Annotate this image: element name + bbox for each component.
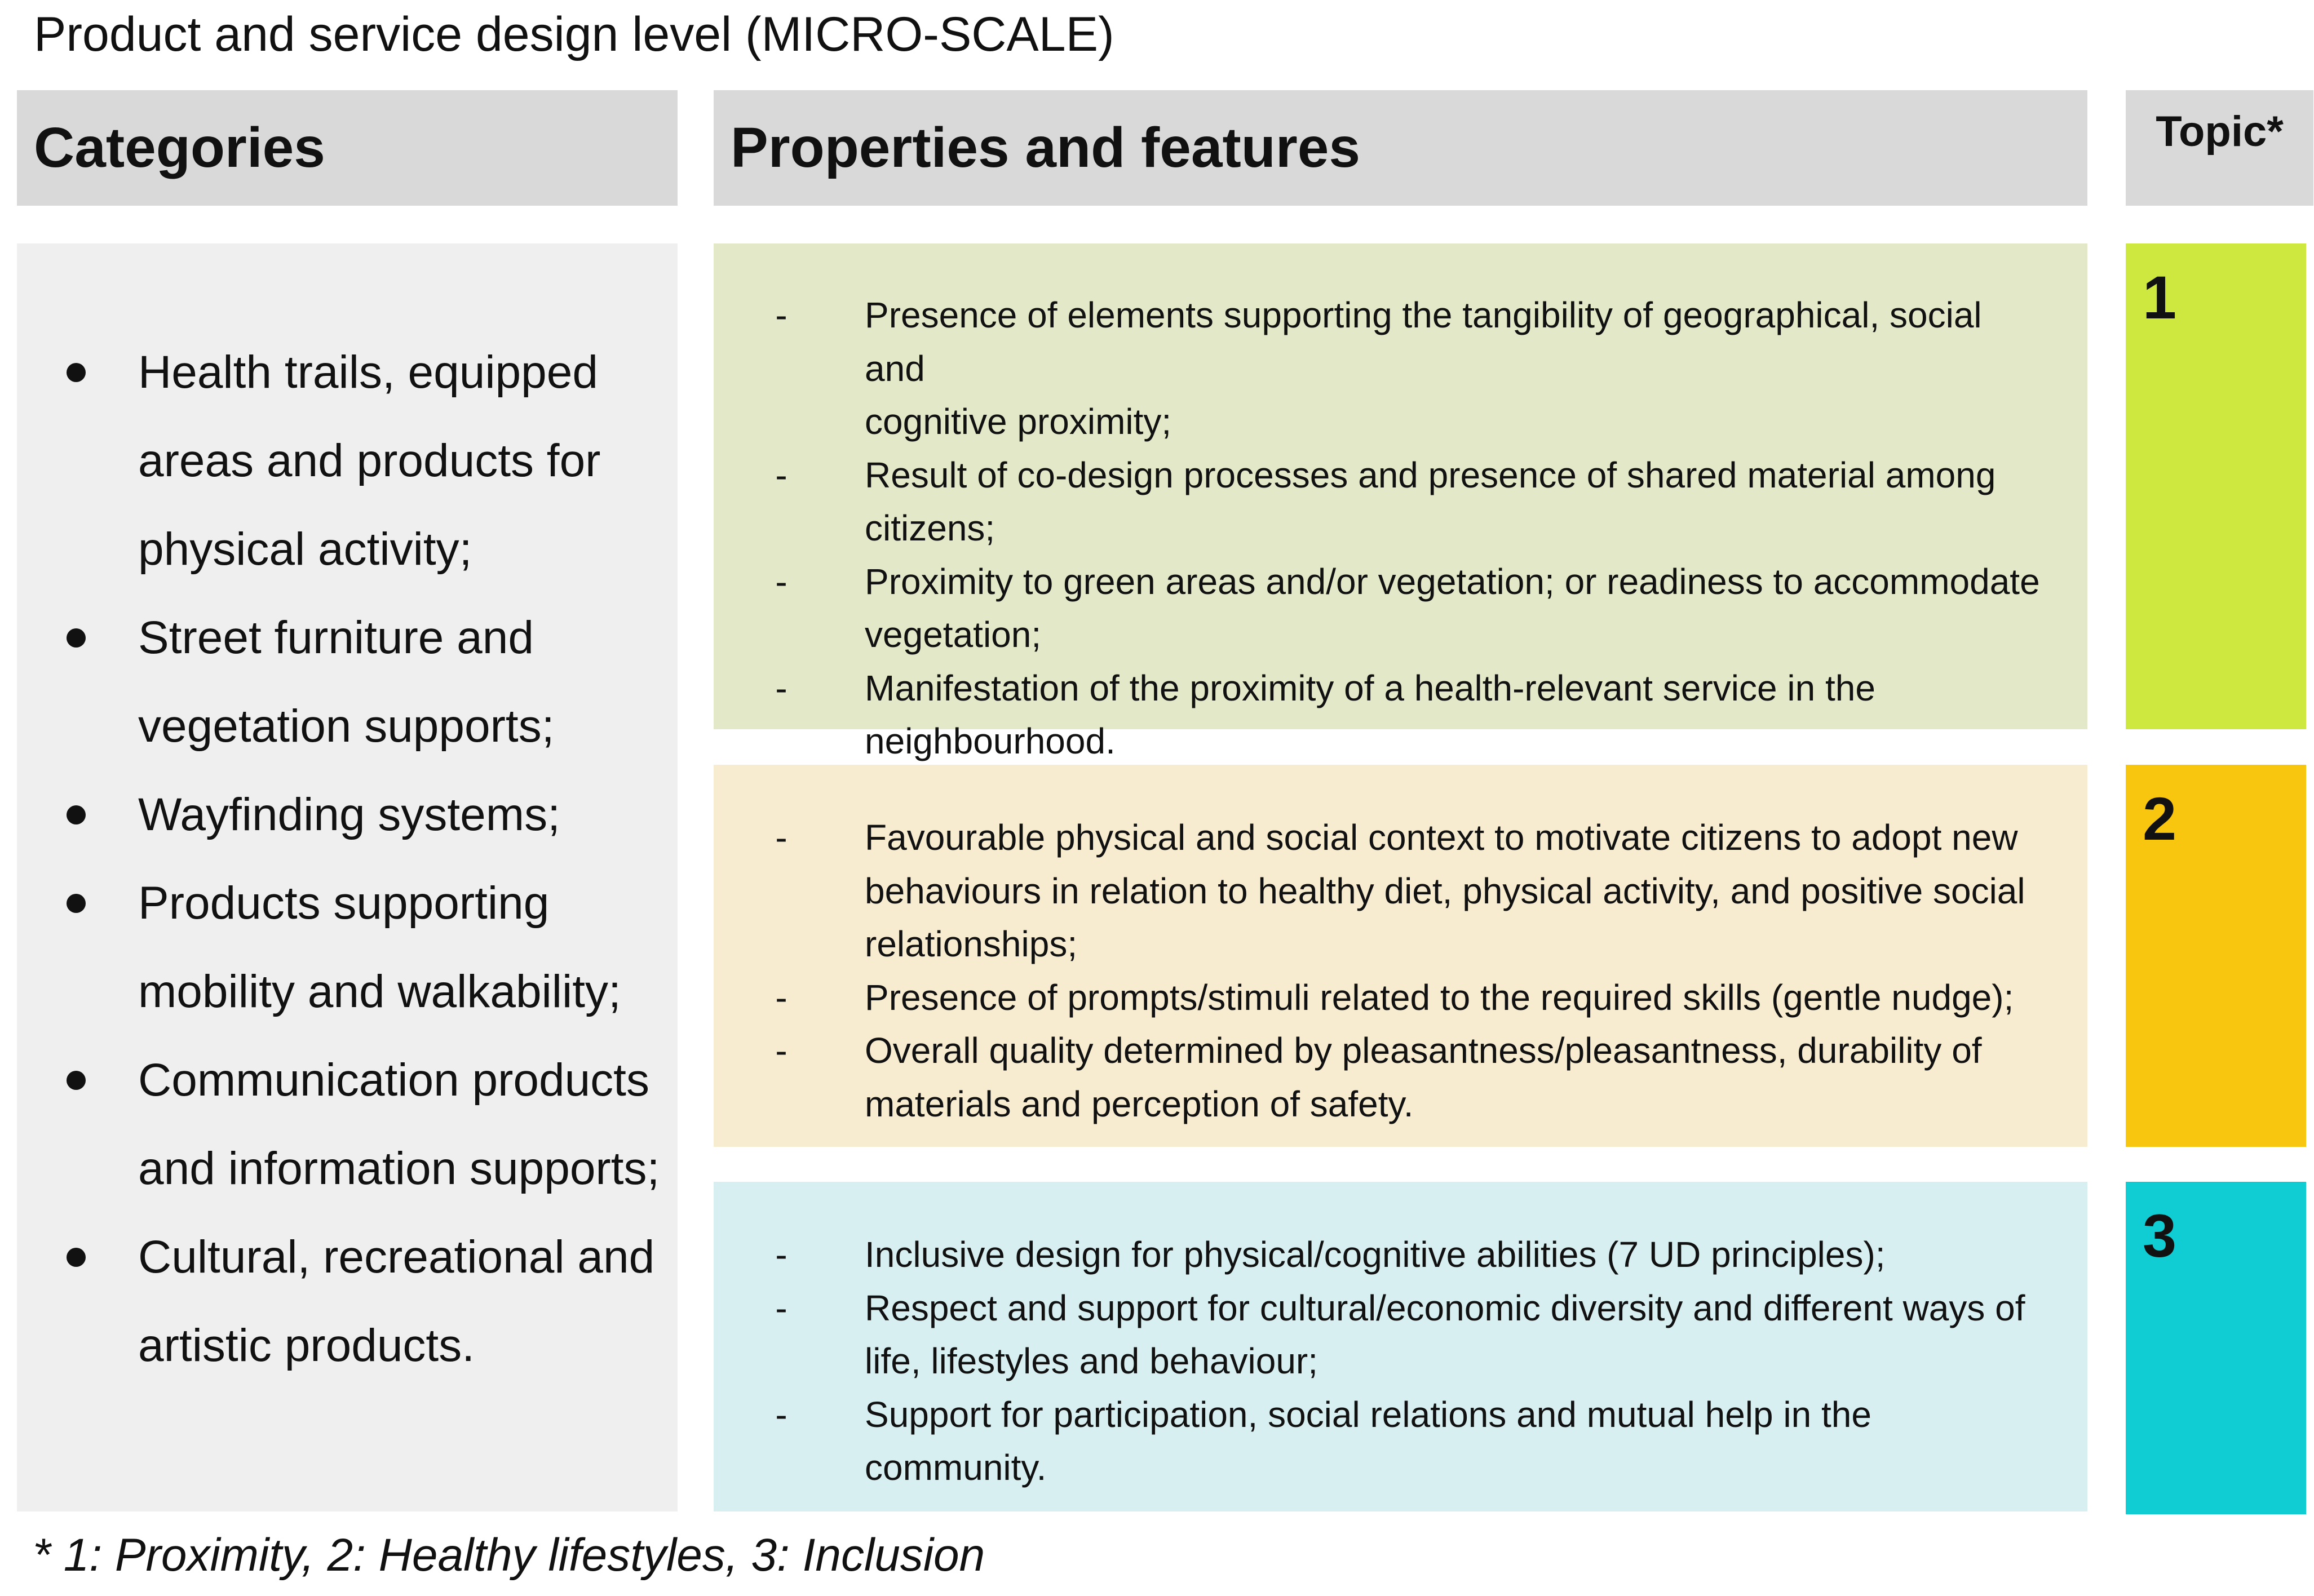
topic-header	[2126, 90, 2313, 206]
dash-icon: -	[775, 1030, 787, 1071]
bullet-icon	[67, 1248, 86, 1267]
category-line: vegetation supports;	[138, 701, 555, 752]
dash-icon: -	[775, 1394, 787, 1435]
category-item	[51, 770, 666, 859]
category-line: Cultural, recreational and	[138, 1231, 655, 1283]
property-line: Support for participation, social relations and mutual help in the	[865, 1394, 1871, 1435]
properties-list	[759, 289, 2042, 768]
dash-icon: -	[775, 817, 787, 858]
category-continuation	[51, 416, 666, 505]
property-line: Proximity to green areas and/or vegetation; or readiness to accommodate	[865, 561, 2040, 602]
property-line: neighbourhood.	[865, 721, 1116, 761]
property-item	[759, 289, 2042, 449]
categories-panel	[17, 243, 678, 1511]
category-line: artistic products.	[138, 1320, 475, 1371]
category-line: Street furniture and	[138, 612, 534, 663]
category-continuation	[51, 505, 666, 593]
dash-icon: -	[775, 1287, 787, 1328]
properties-list	[759, 1228, 2042, 1495]
category-item	[51, 1036, 666, 1124]
property-line: Inclusive design for physical/cognitive abilities (7 UD principles);	[865, 1234, 1886, 1275]
property-item	[759, 662, 2042, 768]
category-line: Wayfinding systems;	[138, 789, 560, 840]
categories-header	[17, 90, 678, 206]
topic-number: 1	[2143, 263, 2177, 331]
dash-icon: -	[775, 977, 787, 1018]
properties-box-healthy-lifestyles	[714, 765, 2087, 1147]
category-line: Communication products	[138, 1054, 649, 1106]
topic-number: 3	[2143, 1202, 2177, 1270]
property-item	[759, 811, 2042, 971]
property-line: relationships;	[865, 924, 1078, 964]
categories-list	[51, 328, 666, 1390]
bullet-icon	[67, 805, 86, 824]
property-item	[759, 1388, 2042, 1495]
dash-icon: -	[775, 667, 787, 708]
bullet-icon	[67, 894, 86, 913]
topic-box-1	[2126, 243, 2306, 729]
property-item	[759, 971, 2042, 1025]
dash-icon: -	[775, 1234, 787, 1275]
category-continuation	[51, 947, 666, 1036]
bullet-icon	[67, 1071, 86, 1090]
page-title: Product and service design level (MICRO-SCALE)	[34, 7, 1114, 61]
category-line: Products supporting	[138, 877, 550, 929]
property-item	[759, 1228, 2042, 1282]
property-line: life, lifestyles and behaviour;	[865, 1341, 1318, 1381]
property-line: Result of co-design processes and presence of shared material among	[865, 454, 1996, 495]
footnote: * 1: Proximity, 2: Healthy lifestyles, 3: Inclusion	[33, 1530, 985, 1581]
property-line: citizens;	[865, 508, 995, 548]
bullet-icon	[67, 628, 86, 648]
topic-number: 2	[2143, 784, 2177, 853]
property-line: Overall quality determined by pleasantness/pleasantness, durability of	[865, 1030, 1982, 1071]
property-line: community.	[865, 1447, 1047, 1488]
category-continuation	[51, 1124, 666, 1213]
property-line: Manifestation of the proximity of a health-relevant service in the	[865, 667, 1875, 708]
property-line: Presence of elements supporting the tangibility of geographical, social and	[865, 295, 1982, 389]
property-line: vegetation;	[865, 614, 1042, 655]
categories-header-label: Categories	[34, 116, 325, 179]
property-line: cognitive proximity;	[865, 401, 1172, 442]
dash-icon: -	[775, 561, 787, 602]
property-item	[759, 1282, 2042, 1388]
category-line: Health trails, equipped	[138, 347, 598, 398]
topic-box-2	[2126, 765, 2306, 1147]
category-line: and information supports;	[138, 1143, 660, 1194]
category-continuation	[51, 1301, 666, 1390]
category-continuation	[51, 682, 666, 770]
properties-list	[759, 811, 2042, 1130]
topic-header-label: Topic*	[2156, 108, 2284, 156]
dash-icon: -	[775, 295, 787, 335]
property-item	[759, 1024, 2042, 1130]
property-line: Favourable physical and social context to motivate citizens to adopt new	[865, 817, 2018, 858]
category-item	[51, 859, 666, 947]
dash-icon: -	[775, 454, 787, 495]
properties-box-proximity	[714, 243, 2087, 761]
category-line: physical activity;	[138, 524, 472, 575]
properties-box-inclusion	[714, 1182, 2087, 1511]
property-item	[759, 449, 2042, 555]
category-line: mobility and walkability;	[138, 966, 621, 1017]
properties-header	[714, 90, 2087, 206]
properties-header-label: Properties and features	[731, 116, 1361, 179]
property-line: Presence of prompts/stimuli related to the required skills (gentle nudge);	[865, 977, 2014, 1018]
property-line: behaviours in relation to healthy diet, physical activity, and positive social	[865, 870, 2025, 911]
bullet-icon	[67, 363, 86, 382]
topic-box-3	[2126, 1182, 2306, 1514]
property-line: Respect and support for cultural/economic diversity and different ways of	[865, 1287, 2025, 1328]
property-item	[759, 555, 2042, 662]
category-item	[51, 328, 666, 416]
category-item	[51, 1213, 666, 1301]
property-line: materials and perception of safety.	[865, 1083, 1414, 1124]
category-line: areas and products for	[138, 435, 601, 486]
category-item	[51, 593, 666, 682]
